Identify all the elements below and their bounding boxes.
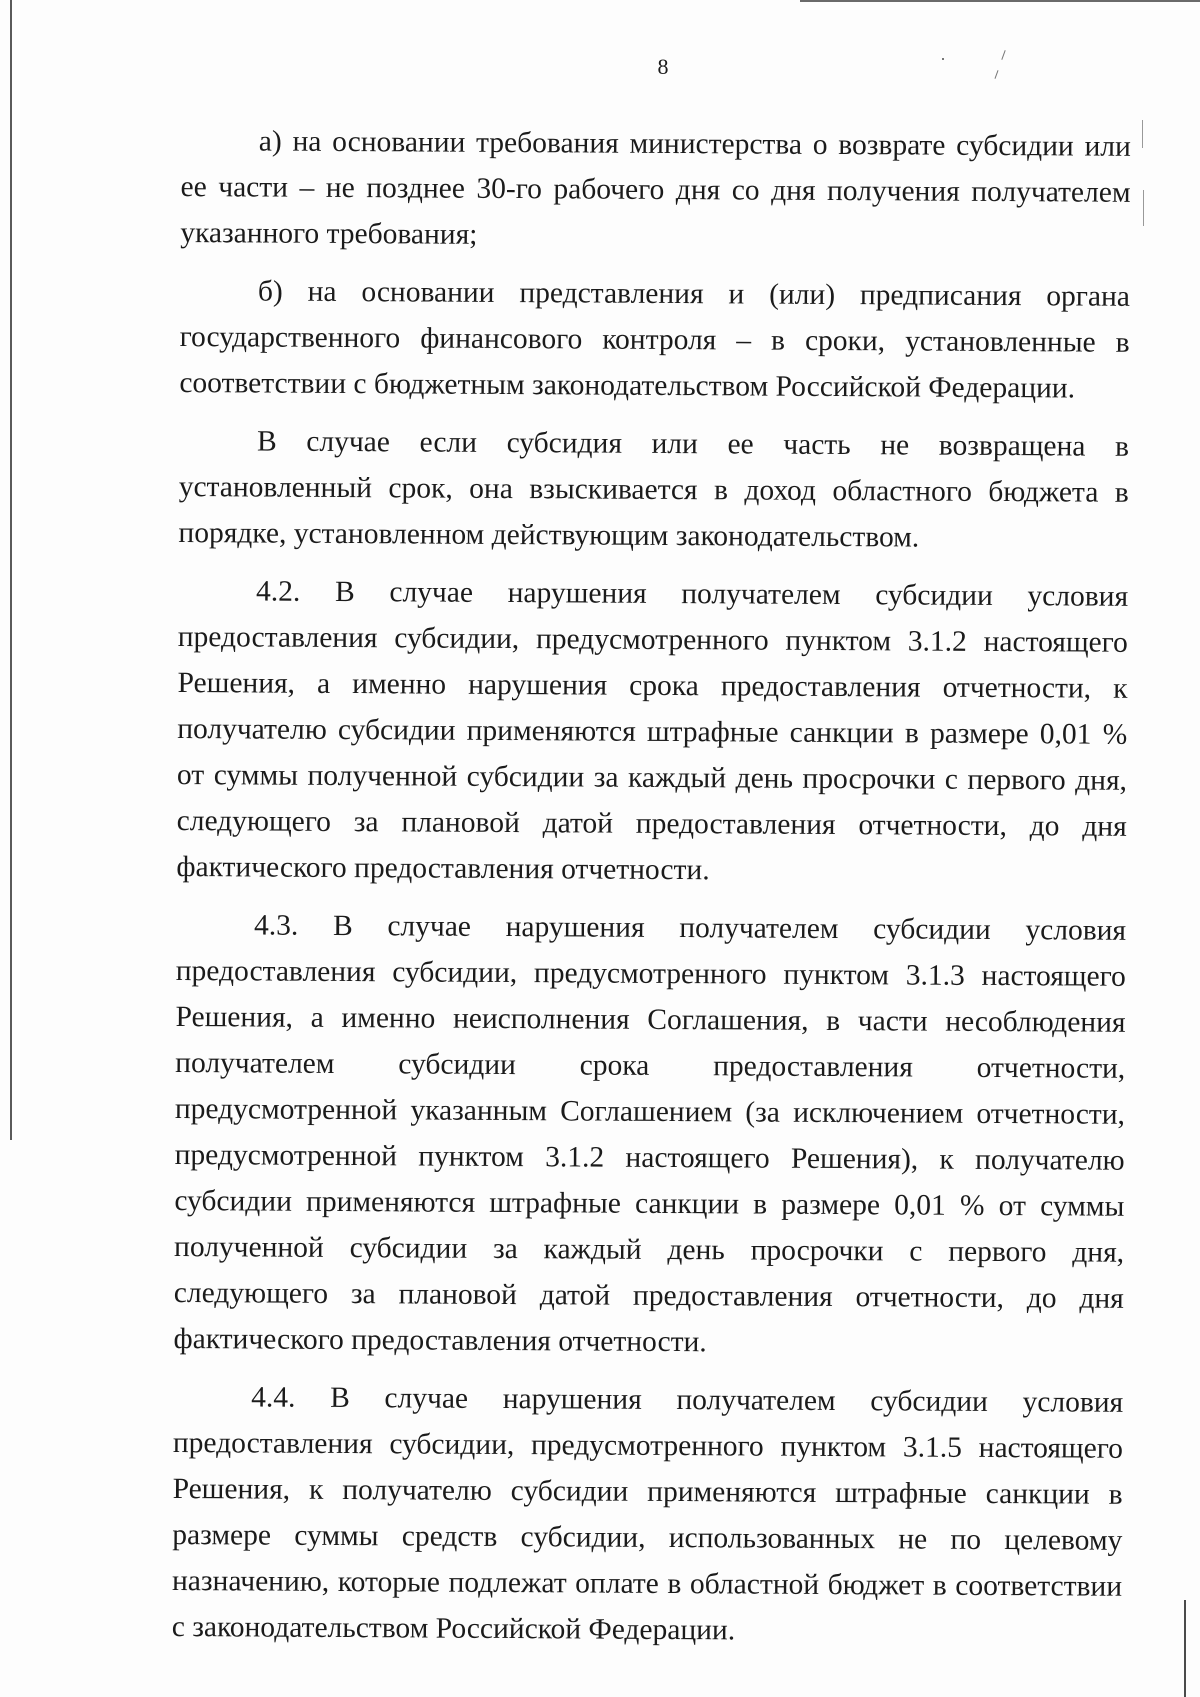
paragraph-4-2: 4.2. В случае нарушения получателем субсидии условия предоставления субсидии, предусмотренного пунктом 3.1.2 настоящего Решения, а именно нарушения срока предоставления отчетности, к получателю субсидии применяются штрафные санкции в размере 0,01 % от суммы полученной субсидии за каждый день просрочки с первого дня, следующего за плановой датой предоставления отчетности, до дня фактического предоставления отчетности. xyxy=(176,575,1129,887)
scan-speck xyxy=(1143,190,1144,226)
paragraph-4-3: 4.3. В случае нарушения получателем субсидии условия предоставления субсидии, предусмотренного пунктом 3.1.3 настоящего Решения, а именно неисполнения Соглашения, в части несоблюдения получателем субсидии срока предоставления отчетности, предусмотренной указанным Соглашением (за исключением отчетности, предусмотренной пунктом 3.1.2 настоящего Решения), к получателю субсидии применяются штрафные санкции в размере 0,01 % от суммы полученной субсидии за каждый день просрочки с первого дня, следующего за плановой датой предоставления отчетности, до дня фактического предоставления отчетности. xyxy=(173,909,1127,1359)
paragraph-b: б) на основании представления и (или) предписания органа государственного финансового контроля – в сроки, установленные в соответствии с бюджетным законодательством Российской Федерации. xyxy=(179,275,1131,405)
scan-edge-top xyxy=(800,0,1200,2)
paragraph-4-4: 4.4. В случае нарушения получателем субсидии условия предоставления субсидии, предусмотренного пунктом 3.1.5 настоящего Решения, к получателю субсидии применяются штрафные санкции в размере суммы средств субсидии, использованных не по целевому назначению, которые подлежат оплате в областной бюджет в соответствии с законодательством Российской Федерации. xyxy=(171,1381,1124,1647)
document-body xyxy=(172,118,1131,1656)
scan-edge-right xyxy=(1184,1600,1186,1697)
scan-speck xyxy=(1142,120,1143,148)
scan-edge-left xyxy=(10,0,12,1140)
paragraph-a: а) на основании требования министерства о возврате субсидии или ее части – не позднее 30-го рабочего дня со дня получения получателем указанного требования; xyxy=(180,125,1131,251)
paragraph-recovery: В случае если субсидия или ее часть не возвращена в установленный срок, она взыскивается в доход областного бюджета в порядке, установленном действующим законодательством. xyxy=(178,425,1130,554)
page-number: 8 xyxy=(657,54,669,79)
